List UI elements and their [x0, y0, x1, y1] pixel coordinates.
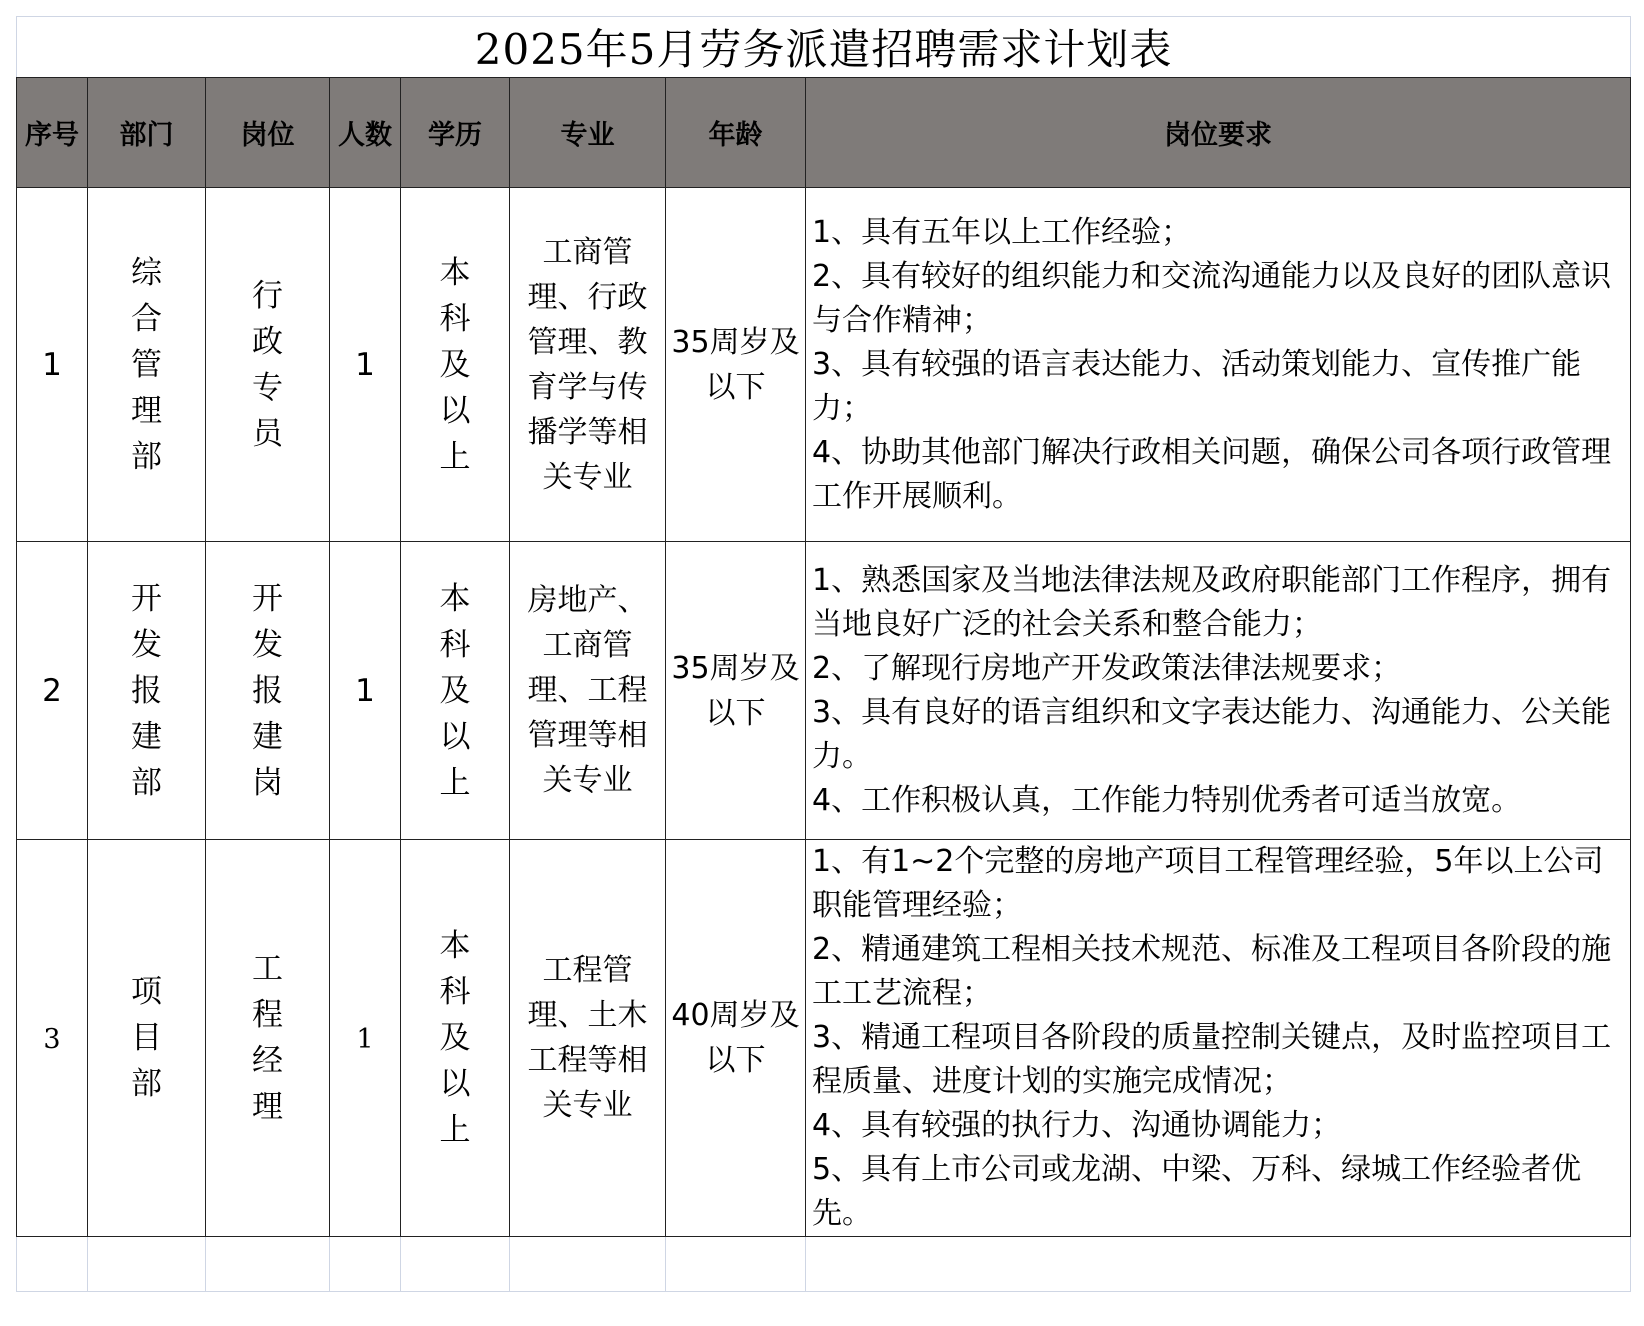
age-text: 40周岁及以下 — [671, 998, 800, 1078]
requirement-line: 3、具有良好的语言组织和文字表达能力、沟通能力、公关能力。 — [812, 694, 1612, 774]
table-row — [17, 188, 1631, 542]
post-text: 开发报建岗 — [252, 580, 283, 801]
header-age: 年龄 — [666, 78, 806, 188]
header-count: 人数 — [330, 78, 401, 188]
cell-no: 1 — [17, 188, 88, 542]
cell-age — [666, 542, 806, 840]
empty-cell[interactable] — [510, 1237, 666, 1292]
dept-text: 开发报建部 — [131, 580, 162, 801]
requirement-line: 1、具有五年以上工作经验； — [812, 214, 1192, 250]
cell-age — [666, 188, 806, 542]
header-req: 岗位要求 — [806, 78, 1631, 188]
cell-count: 1 — [330, 188, 401, 542]
cell-post — [206, 188, 330, 542]
cell-major — [510, 542, 666, 840]
requirement-line: 2、具有较好的组织能力和交流沟通能力以及良好的团队意识与合作精神； — [812, 258, 1612, 338]
age-text: 35周岁及以下 — [671, 650, 800, 731]
table-row — [17, 840, 1631, 1237]
recruitment-sheet — [16, 16, 1630, 1314]
cell-requirements — [806, 542, 1631, 840]
header-post: 岗位 — [206, 78, 330, 188]
cell-major — [510, 188, 666, 542]
requirement-line: 2、了解现行房地产开发政策法律法规要求； — [812, 650, 1402, 686]
post-text: 行政专员 — [252, 277, 283, 452]
requirement-line: 4、具有较强的执行力、沟通协调能力； — [812, 1108, 1342, 1143]
cell-count: 1 — [330, 840, 401, 1237]
requirement-line: 5、具有上市公司或龙湖、中梁、万科、绿城工作经验者优先。 — [812, 1152, 1582, 1231]
cell-dept — [88, 840, 206, 1237]
table-row — [17, 542, 1631, 840]
empty-cell[interactable] — [88, 1237, 206, 1292]
requirement-line: 3、具有较强的语言表达能力、活动策划能力、宣传推广能力； — [812, 346, 1582, 426]
requirement-line: 2、精通建筑工程相关技术规范、标准及工程项目各阶段的施工工艺流程； — [812, 932, 1612, 1011]
cell-no: 3 — [17, 840, 88, 1237]
cell-post — [206, 840, 330, 1237]
major-text: 房地产、工商管理、工程管理等相关专业 — [527, 583, 648, 798]
header-dept: 部门 — [88, 78, 206, 188]
empty-cell[interactable] — [17, 1237, 88, 1292]
edu-text: 本科及以上 — [439, 580, 471, 801]
cell-edu — [401, 188, 510, 542]
edu-text: 本科及以上 — [439, 254, 471, 475]
requirement-line: 3、精通工程项目各阶段的质量控制关键点，及时监控项目工程质量、进度计划的实施完成情况； — [812, 1020, 1612, 1099]
requirement-line: 4、协助其他部门解决行政相关问题，确保公司各项行政管理工作开展顺利。 — [812, 434, 1612, 514]
major-text: 工程管理、土木工程等相关专业 — [527, 953, 648, 1123]
empty-cell[interactable] — [806, 1237, 1631, 1292]
empty-cell[interactable] — [330, 1237, 401, 1292]
cell-major — [510, 840, 666, 1237]
requirement-line: 4、工作积极认真，工作能力特别优秀者可适当放宽。 — [812, 782, 1522, 818]
empty-row — [17, 1237, 1631, 1292]
recruitment-table — [16, 16, 1631, 1292]
header-edu: 学历 — [401, 78, 510, 188]
major-text: 工商管理、行政管理、教育学与传播学等相关专业 — [527, 234, 648, 495]
header-no: 序号 — [17, 78, 88, 188]
edu-text: 本科及以上 — [439, 928, 471, 1148]
cell-edu — [401, 542, 510, 840]
cell-dept — [88, 188, 206, 542]
cell-count: 1 — [330, 542, 401, 840]
cell-no: 2 — [17, 542, 88, 840]
header-row — [17, 78, 1631, 188]
page-title: 2025年5月劳务派遣招聘需求计划表 — [17, 17, 1631, 78]
cell-requirements — [806, 188, 1631, 542]
cell-edu — [401, 840, 510, 1237]
age-text: 35周岁及以下 — [671, 324, 800, 405]
empty-cell[interactable] — [666, 1237, 806, 1292]
requirement-line: 1、有1~2个完整的房地产项目工程管理经验，5年以上公司职能管理经验； — [812, 844, 1604, 923]
empty-cell[interactable] — [401, 1237, 510, 1292]
cell-requirements — [806, 840, 1631, 1237]
post-text: 工程经理 — [252, 951, 283, 1125]
cell-post — [206, 542, 330, 840]
dept-text: 综合管理部 — [131, 254, 162, 475]
requirement-line: 1、熟悉国家及当地法律法规及政府职能部门工作程序，拥有当地良好广泛的社会关系和整合能力； — [812, 562, 1612, 642]
cell-dept — [88, 542, 206, 840]
empty-cell[interactable] — [206, 1237, 330, 1292]
dept-text: 项目部 — [131, 974, 162, 1102]
cell-age — [666, 840, 806, 1237]
header-major: 专业 — [510, 78, 666, 188]
